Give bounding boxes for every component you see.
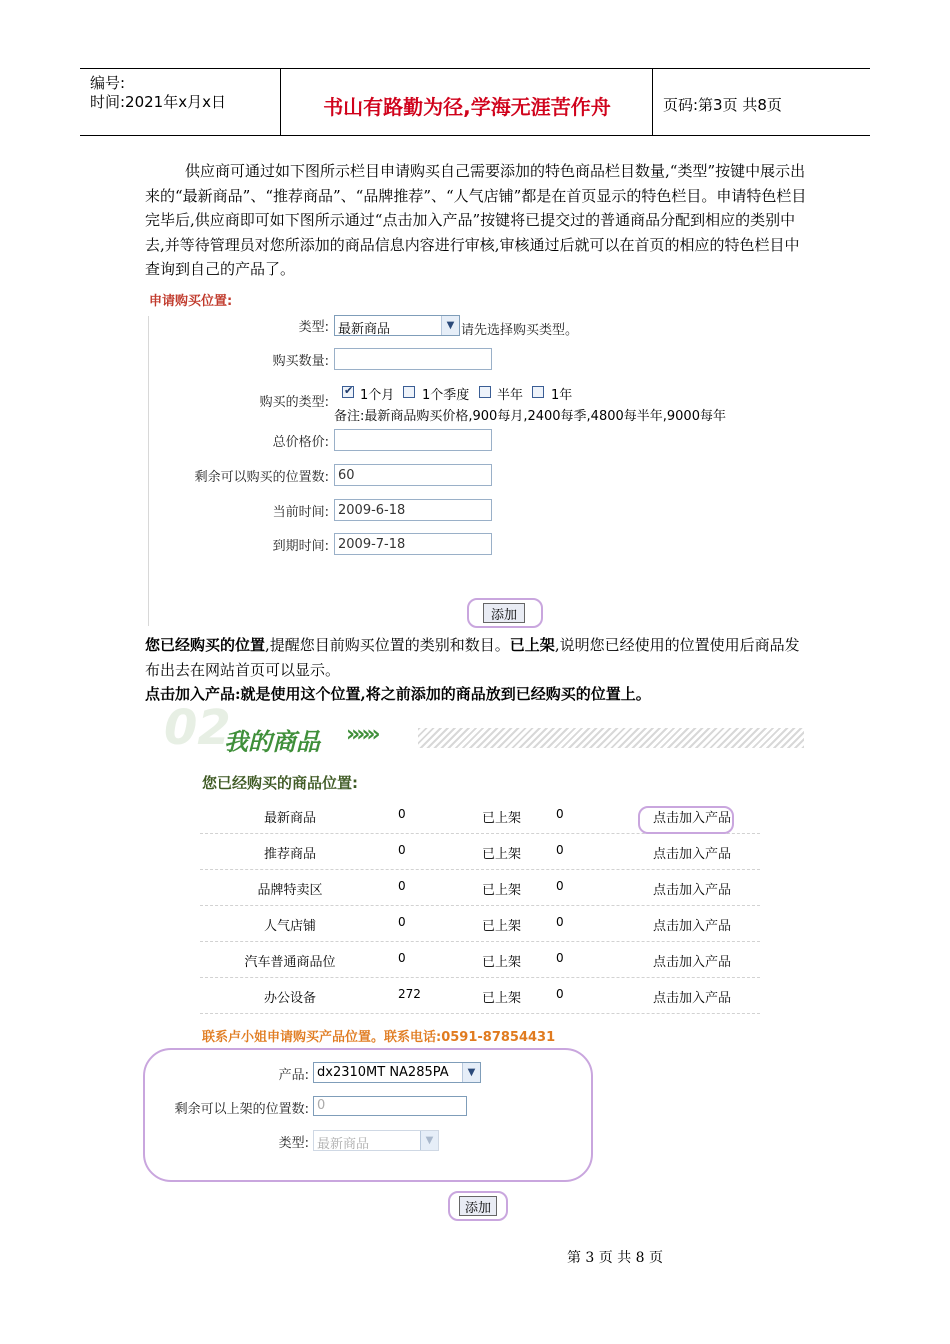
add-button[interactable]: 添加 — [483, 603, 525, 623]
row-listed-label: 已上架 — [482, 883, 522, 898]
explain-bold-2: 已上架 — [509, 636, 555, 654]
form-title: 申请购买位置: — [149, 294, 233, 309]
table-row — [200, 978, 760, 1014]
assign-add-button[interactable]: 添加 — [459, 1196, 497, 1216]
row-count: 0 — [398, 807, 406, 821]
period-label: 购买的类型: — [259, 395, 329, 410]
intro-paragraph: 供应商可通过如下图所示栏目申请购买自己需要添加的特色商品栏目数量,“类型”按键中展示出来的“最新商品”、“推荐商品”、“品牌推荐”、“人气店铺”都是在首页显示的特色栏目。申请特色栏目完毕后,供应商即可如下图所示通过“点击加入产品”按键将已提交过的普通商品分配到相应的类别中去,并等待管理员对您所添加的商品信息内容进行审核,审核通过后就可以在首页的相应的特色栏目中查询到自己的产品了。 — [145, 162, 807, 279]
period-label-2: 1个季度 — [422, 388, 470, 403]
total-input[interactable] — [334, 429, 492, 451]
row-name: 办公设备 — [263, 991, 316, 1006]
assign-type-label: 类型: — [278, 1136, 309, 1151]
explain-text-1: ,提醒您目前购买位置的类别和数目。 — [265, 636, 510, 654]
row-listed: 0 — [556, 807, 564, 821]
row-name: 汽车普通商品位 — [244, 955, 336, 970]
assign-product-form — [143, 1048, 603, 1228]
chevron-down-icon: ▼ — [441, 316, 459, 335]
row-listed-label: 已上架 — [482, 811, 522, 826]
row-count: 0 — [398, 879, 406, 893]
qty-label: 购买数量: — [272, 354, 329, 369]
product-label: 产品: — [278, 1068, 309, 1083]
type-select[interactable] — [334, 315, 460, 336]
row-count: 0 — [398, 843, 406, 857]
expire-input[interactable]: 2009-7-18 — [334, 533, 492, 555]
row-count: 272 — [398, 987, 421, 1001]
apply-position-form — [145, 286, 815, 632]
type-label: 类型: — [298, 320, 329, 335]
row-listed: 0 — [556, 843, 564, 857]
my-goods-title: 我的商品 — [224, 728, 320, 756]
add-product-link[interactable]: 点击加入产品 — [652, 883, 731, 898]
decorative-hatch — [418, 728, 804, 748]
section-number: 02 — [164, 700, 231, 756]
shelf-remaining-label: 剩余可以上架的位置数: — [174, 1102, 309, 1117]
highlight-ring — [638, 806, 734, 834]
assign-type-select[interactable] — [313, 1130, 439, 1151]
chevrons-icon: »»» — [346, 722, 377, 747]
table-row — [200, 834, 760, 870]
bought-heading: 您已经购买的商品位置: — [202, 774, 358, 792]
explain-text-2: ,说明您已经使用的位置使用后商品发布出去在网站首页可以显示。 — [145, 636, 800, 679]
row-listed: 0 — [556, 987, 564, 1001]
period-checkbox-4[interactable] — [532, 386, 544, 398]
row-name: 人气店铺 — [263, 919, 316, 934]
table-row — [200, 906, 760, 942]
assign-type-value: 最新商品 — [317, 1137, 370, 1152]
shelf-remaining-input[interactable]: 0 — [313, 1096, 467, 1116]
page-footer: 第 3 页 共 8 页 — [566, 1250, 664, 1266]
row-listed-label: 已上架 — [482, 955, 522, 970]
qty-input[interactable] — [334, 348, 492, 370]
explain-paragraph-2: 点击加入产品:就是使用这个位置,将之前添加的商品放到已经购买的位置上。 — [145, 685, 651, 703]
motto: 书山有路勤为径,学海无涯苦作舟 — [323, 95, 611, 119]
period-label-4: 1年 — [551, 388, 573, 403]
remaining-label: 剩余可以购买的位置数: — [194, 470, 329, 485]
row-listed: 0 — [556, 915, 564, 929]
row-listed-label: 已上架 — [482, 847, 522, 862]
type-hint: 请先选择购买类型。 — [461, 323, 579, 338]
row-count: 0 — [398, 951, 406, 965]
period-label-1: 1个月 — [360, 388, 395, 403]
period-checkbox-3[interactable] — [479, 386, 491, 398]
row-name: 推荐商品 — [263, 847, 316, 862]
product-select[interactable] — [313, 1062, 481, 1083]
row-listed: 0 — [556, 879, 564, 893]
table-row — [200, 870, 760, 906]
remaining-input[interactable]: 60 — [334, 464, 492, 486]
type-select-value: 最新商品 — [338, 322, 391, 337]
header-page-cell — [653, 69, 870, 135]
table-row — [200, 942, 760, 978]
add-product-link[interactable]: 点击加入产品 — [652, 991, 731, 1006]
chevron-down-icon: ▼ — [462, 1063, 480, 1082]
period-checkbox-2[interactable] — [403, 386, 415, 398]
row-name: 最新商品 — [263, 811, 316, 826]
header-motto-cell — [281, 69, 653, 135]
page-number: 页码:第3页 共8页 — [663, 96, 782, 114]
period-label-3: 半年 — [497, 388, 524, 403]
row-count: 0 — [398, 915, 406, 929]
page-header — [80, 68, 870, 136]
contact-line: 联系卢小姐申请购买产品位置。联系电话:0591-87854431 — [202, 1030, 556, 1045]
chevron-down-icon: ▼ — [420, 1131, 438, 1150]
row-listed: 0 — [556, 951, 564, 965]
current-time-label: 当前时间: — [272, 505, 329, 520]
row-listed-label: 已上架 — [482, 919, 522, 934]
total-label: 总价格价: — [272, 435, 329, 450]
add-product-link[interactable]: 点击加入产品 — [652, 919, 731, 934]
add-product-link[interactable]: 点击加入产品 — [652, 955, 731, 970]
price-note: 备注:最新商品购买价格,900每月,2400每季,4800每半年,9000每年 — [334, 409, 726, 424]
doc-time: 时间:2021年x月x日 — [90, 93, 226, 111]
product-select-value: dx2310MT NA285PA — [317, 1065, 449, 1080]
current-time-input[interactable]: 2009-6-18 — [334, 499, 492, 521]
expire-label: 到期时间: — [272, 539, 329, 554]
period-checkbox-1[interactable] — [342, 386, 354, 398]
header-meta-cell — [80, 69, 281, 135]
row-listed-label: 已上架 — [482, 991, 522, 1006]
row-name: 品牌特卖区 — [257, 883, 323, 898]
my-goods-panel — [160, 700, 810, 1045]
add-product-link[interactable]: 点击加入产品 — [652, 811, 731, 826]
explain-paragraph-1 — [145, 633, 810, 682]
explain-bold-1: 您已经购买的位置 — [145, 636, 266, 654]
doc-number: 编号: — [90, 74, 126, 92]
add-product-link[interactable]: 点击加入产品 — [652, 847, 731, 862]
